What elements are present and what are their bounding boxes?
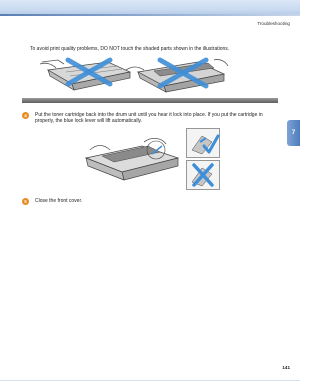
step-5-text: Close the front cover. bbox=[35, 198, 83, 204]
step-number-badge: 5 bbox=[22, 198, 29, 205]
page-number: 141 bbox=[282, 365, 290, 370]
toner-insert-illustration bbox=[82, 128, 192, 186]
chapter-tab: 7 bbox=[287, 120, 300, 146]
drum-unit-illustration-right bbox=[124, 54, 234, 94]
chapter-title: Troubleshooting bbox=[257, 21, 290, 26]
lock-lever-correct-illustration bbox=[186, 128, 220, 158]
section-separator bbox=[22, 98, 278, 103]
drum-unit-illustration-left bbox=[38, 56, 138, 92]
footer-rule bbox=[0, 380, 300, 381]
intro-paragraph: To avoid print quality problems, DO NOT touch the shaded parts shown in the illustrations. bbox=[30, 46, 230, 52]
lock-lever-incorrect-illustration bbox=[186, 160, 220, 190]
step-4-text: Put the toner cartridge back into the drum unit until you hear it lock into place. If you put the cartridge in properly, the blue lock lever will lift automatically. bbox=[35, 112, 263, 124]
header-rule bbox=[0, 14, 300, 16]
step-number-badge: 4 bbox=[22, 112, 29, 119]
header-bar bbox=[0, 0, 300, 14]
